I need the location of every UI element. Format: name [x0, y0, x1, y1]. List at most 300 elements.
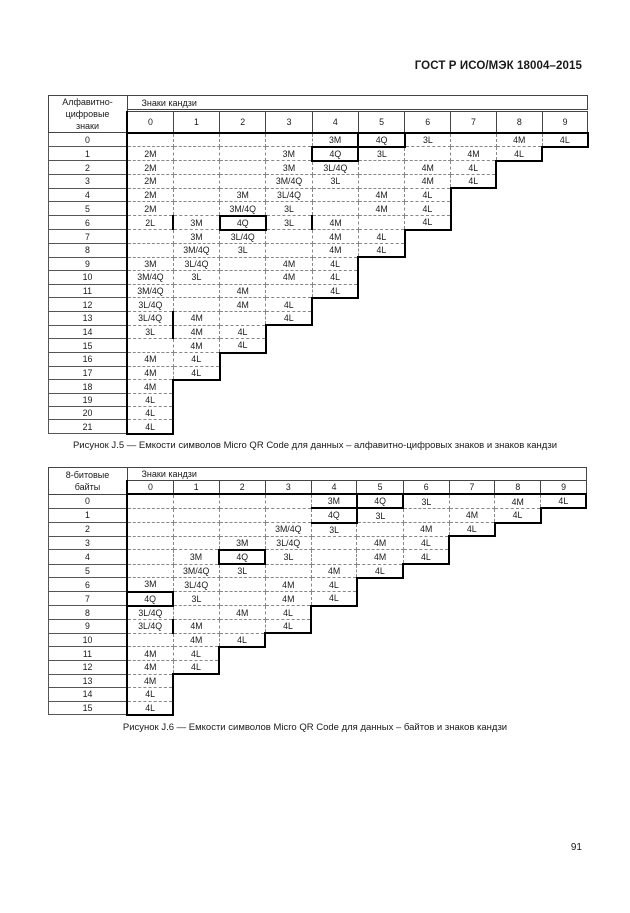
capacity-cell [266, 339, 312, 353]
capacity-cell: 2M [127, 188, 173, 202]
capacity-cell: 4M [127, 660, 173, 674]
capacity-cell [312, 202, 358, 216]
capacity-cell: 3L/4Q [173, 578, 219, 592]
capacity-cell: 4M [127, 674, 173, 688]
table-row [49, 147, 588, 161]
capacity-cell: 4Q [219, 550, 265, 564]
capacity-cell [219, 701, 265, 715]
capacity-cell [312, 420, 358, 434]
table-row [49, 420, 588, 434]
capacity-cell [403, 508, 449, 522]
capacity-cell [451, 216, 497, 230]
capacity-cell: 4M [403, 523, 449, 537]
table-row [49, 339, 588, 353]
capacity-cell [403, 660, 449, 674]
capacity-cell [266, 325, 312, 339]
capacity-cell [220, 420, 266, 434]
column-header: 9 [541, 481, 587, 495]
capacity-cell [542, 366, 588, 380]
table-row [49, 592, 587, 606]
row-label: 10 [49, 271, 128, 284]
capacity-cell [220, 271, 266, 284]
capacity-cell: 3M [312, 133, 358, 147]
capacity-cell [541, 564, 587, 578]
capacity-cell: 4M [358, 202, 404, 216]
table-row [49, 660, 587, 674]
capacity-cell [357, 701, 403, 715]
capacity-cell [358, 353, 404, 367]
capacity-cell [220, 161, 266, 175]
capacity-cell [405, 366, 451, 380]
row-label: 15 [49, 339, 128, 353]
capacity-cell: 3M [173, 230, 219, 244]
capacity-cell: 4L [266, 311, 312, 325]
capacity-cell: 4M [127, 380, 173, 394]
capacity-cell [542, 202, 588, 216]
capacity-cell: 4L [312, 271, 358, 284]
capacity-cell: 4Q [357, 494, 403, 508]
capacity-cell: 4Q [127, 592, 173, 606]
capacity-cell [357, 633, 403, 647]
capacity-cell: 4L [220, 325, 266, 339]
capacity-cell: 3M [219, 536, 265, 550]
capacity-cell [541, 508, 587, 522]
capacity-cell [266, 366, 312, 380]
capacity-cell [403, 701, 449, 715]
row-label: 7 [49, 230, 128, 244]
table-row [49, 311, 588, 325]
capacity-cell: 4M [220, 284, 266, 298]
capacity-cell [173, 202, 219, 216]
capacity-cell [127, 550, 173, 564]
capacity-cell [542, 257, 588, 271]
table-row [49, 216, 588, 230]
capacity-cell [496, 325, 542, 339]
row-label: 8 [49, 244, 128, 258]
capacity-cell: 3L [219, 564, 265, 578]
capacity-cell [312, 311, 358, 325]
capacity-cell [496, 175, 542, 189]
capacity-cell [542, 339, 588, 353]
capacity-cell: 3M [127, 257, 173, 271]
capacity-cell [173, 298, 219, 312]
capacity-cell [265, 674, 311, 688]
column-header: 6 [405, 112, 451, 133]
capacity-cell [358, 339, 404, 353]
capacity-cell: 4L [495, 508, 541, 522]
capacity-cell: 4L [127, 688, 173, 701]
capacity-cell: 4L [358, 244, 404, 258]
capacity-cell [542, 188, 588, 202]
capacity-cell [173, 674, 219, 688]
column-header: 6 [403, 481, 449, 495]
capacity-cell: 4M [127, 647, 173, 661]
capacity-cell [451, 380, 497, 394]
capacity-cell: 4M [451, 147, 497, 161]
capacity-cell [405, 339, 451, 353]
table-row [49, 188, 588, 202]
capacity-cell [495, 688, 541, 701]
row-label: 2 [49, 523, 128, 537]
capacity-cell [127, 633, 173, 647]
capacity-cell [496, 188, 542, 202]
capacity-cell [405, 353, 451, 367]
capacity-cell [403, 647, 449, 661]
row-label: 3 [49, 175, 128, 189]
capacity-cell [542, 216, 588, 230]
capacity-cell: 4L [127, 407, 173, 420]
capacity-cell [451, 420, 497, 434]
capacity-cell [173, 508, 219, 522]
capacity-cell [451, 257, 497, 271]
row-label: 3 [49, 536, 128, 550]
capacity-cell: 4L [403, 550, 449, 564]
capacity-cell: 4M [358, 188, 404, 202]
capacity-cell [358, 271, 404, 284]
capacity-cell [451, 407, 497, 420]
capacity-cell: 4M [312, 230, 358, 244]
capacity-cell [358, 420, 404, 434]
capacity-cell: 3L/4Q [312, 161, 358, 175]
capacity-cell: 2M [127, 175, 173, 189]
capacity-cell: 4M [405, 161, 451, 175]
capacity-cell [449, 619, 495, 633]
capacity-cell [311, 606, 357, 620]
column-header: 4 [311, 481, 357, 495]
capacity-cell [405, 311, 451, 325]
capacity-cell [312, 394, 358, 407]
column-header: 0 [127, 481, 173, 495]
capacity-cell [127, 523, 173, 537]
table-row [49, 230, 588, 244]
row-label: 18 [49, 380, 128, 394]
capacity-cell [496, 353, 542, 367]
column-header: 5 [357, 481, 403, 495]
capacity-cell [220, 366, 266, 380]
capacity-cell: 4M [311, 564, 357, 578]
table-row [49, 564, 587, 578]
capacity-cell: 4L [405, 202, 451, 216]
capacity-cell [542, 311, 588, 325]
capacity-cell [495, 619, 541, 633]
capacity-cell [495, 647, 541, 661]
capacity-cell [449, 606, 495, 620]
capacity-cell [265, 564, 311, 578]
capacity-cell [173, 133, 219, 147]
row-label: 13 [49, 674, 128, 688]
capacity-cell [311, 647, 357, 661]
table-row [49, 508, 587, 522]
table-row [49, 133, 588, 147]
capacity-cell [541, 660, 587, 674]
capacity-cell: 3L/4Q [220, 230, 266, 244]
row-label: 20 [49, 407, 128, 420]
capacity-cell: 3L/4Q [127, 606, 173, 620]
capacity-cell: 4Q [312, 147, 358, 161]
capacity-cell: 4L [405, 188, 451, 202]
capacity-cell [173, 420, 219, 434]
capacity-cell [220, 394, 266, 407]
capacity-cell [127, 133, 173, 147]
row-label: 16 [49, 353, 128, 367]
capacity-cell: 2M [127, 202, 173, 216]
capacity-cell: 4M [312, 216, 358, 230]
row-label: 6 [49, 578, 128, 592]
table-row [49, 161, 588, 175]
capacity-cell [219, 688, 265, 701]
capacity-cell [449, 536, 495, 550]
capacity-cell [219, 660, 265, 674]
capacity-cell [173, 147, 219, 161]
capacity-cell [311, 660, 357, 674]
capacity-cell [403, 578, 449, 592]
capacity-cell [496, 380, 542, 394]
table-row [49, 298, 588, 312]
capacity-cell: 3L/4Q [266, 188, 312, 202]
row-label: 9 [49, 257, 128, 271]
capacity-cell [405, 298, 451, 312]
capacity-cell [219, 619, 265, 633]
capacity-cell [311, 633, 357, 647]
table-row [49, 606, 587, 620]
capacity-cell [542, 380, 588, 394]
capacity-cell [495, 536, 541, 550]
column-header: 5 [358, 112, 404, 133]
capacity-cell [219, 592, 265, 606]
capacity-cell: 4M [219, 606, 265, 620]
capacity-cell [451, 339, 497, 353]
capacity-cell [405, 394, 451, 407]
row-label: 1 [49, 147, 128, 161]
row-label: 10 [49, 633, 128, 647]
capacity-cell: 4M [173, 325, 219, 339]
capacity-cell [266, 407, 312, 420]
capacity-cell [542, 271, 588, 284]
capacity-cell: 4L [173, 353, 219, 367]
capacity-cell: 4M [357, 550, 403, 564]
capacity-cell [496, 284, 542, 298]
capacity-cell: 4L [266, 298, 312, 312]
capacity-cell [541, 550, 587, 564]
capacity-cell: 3M/4Q [265, 523, 311, 537]
capacity-cell [358, 161, 404, 175]
capacity-cell [173, 523, 219, 537]
capacity-cell [542, 284, 588, 298]
capacity-cell [358, 366, 404, 380]
capacity-cell [266, 353, 312, 367]
row-label: 4 [49, 550, 128, 564]
capacity-cell [542, 325, 588, 339]
capacity-cell: 3M [266, 161, 312, 175]
table-row [49, 550, 587, 564]
capacity-cell [541, 619, 587, 633]
capacity-cell [358, 325, 404, 339]
capacity-cell: 4M [265, 592, 311, 606]
capacity-cell [496, 257, 542, 271]
row-label: 4 [49, 188, 128, 202]
capacity-cell [357, 523, 403, 537]
capacity-cell [449, 550, 495, 564]
capacity-cell: 3M [266, 147, 312, 161]
capacity-cell [357, 674, 403, 688]
table-row [49, 366, 588, 380]
capacity-cell [220, 175, 266, 189]
capacity-cell [219, 508, 265, 522]
capacity-cell [312, 325, 358, 339]
capacity-cell [357, 578, 403, 592]
capacity-cell: 4L [311, 592, 357, 606]
capacity-cell [127, 494, 173, 508]
capacity-cell [449, 660, 495, 674]
capacity-cell: 4L [312, 257, 358, 271]
capacity-cell [358, 407, 404, 420]
capacity-cell [219, 578, 265, 592]
capacity-cell [311, 536, 357, 550]
row-label: 15 [49, 701, 128, 715]
capacity-cell: 3L/4Q [265, 536, 311, 550]
capacity-cell [358, 216, 404, 230]
capacity-cell: 4M [266, 257, 312, 271]
capacity-cell [266, 394, 312, 407]
capacity-cell [358, 284, 404, 298]
capacity-cell [311, 619, 357, 633]
column-header: 3 [265, 481, 311, 495]
capacity-cell [496, 244, 542, 258]
capacity-cell: 4L [265, 619, 311, 633]
row-label: 2 [49, 161, 128, 175]
table-row [49, 244, 588, 258]
page-number: 91 [570, 842, 582, 853]
table-row [49, 536, 587, 550]
capacity-cell [265, 701, 311, 715]
capacity-cell: 4L [496, 147, 542, 161]
row-label: 9 [49, 619, 128, 633]
capacity-cell [541, 592, 587, 606]
capacity-cell [403, 606, 449, 620]
capacity-cell [541, 674, 587, 688]
table-row [49, 494, 587, 508]
capacity-cell: 4M [312, 244, 358, 258]
capacity-cell: 4L [451, 175, 497, 189]
capacity-cell [127, 230, 173, 244]
capacity-cell [495, 674, 541, 688]
capacity-cell: 3M/4Q [127, 271, 173, 284]
capacity-cell [451, 284, 497, 298]
capacity-cell [265, 647, 311, 661]
capacity-cell: 3M/4Q [173, 564, 219, 578]
capacity-cell [451, 298, 497, 312]
capacity-cell [266, 420, 312, 434]
capacity-cell: 3L/4Q [127, 311, 173, 325]
capacity-cell [542, 175, 588, 189]
table-row [49, 202, 588, 216]
capacity-cell [357, 619, 403, 633]
column-header: 1 [173, 112, 219, 133]
row-axis-header: 8-битовые байты [49, 468, 128, 495]
capacity-cell [405, 230, 451, 244]
capacity-cell [496, 230, 542, 244]
row-axis-header: Алфавитно- цифровые знаки [49, 96, 128, 133]
column-axis-header: Знаки кандзи [127, 96, 588, 110]
capacity-cell [403, 688, 449, 701]
capacity-cell: 3M [127, 578, 173, 592]
capacity-cell [357, 660, 403, 674]
capacity-cell [173, 394, 219, 407]
capacity-cell: 4L [220, 339, 266, 353]
capacity-cell [173, 284, 219, 298]
capacity-cell: 3M/4Q [127, 284, 173, 298]
capacity-cell [220, 133, 266, 147]
capacity-cell [220, 353, 266, 367]
capacity-cell: 3L/4Q [127, 619, 173, 633]
capacity-cell: 3M [220, 188, 266, 202]
standard-header: ГОСТ Р ИСО/МЭК 18004–2015 [414, 60, 582, 72]
capacity-cell [220, 407, 266, 420]
capacity-cell [495, 660, 541, 674]
capacity-cell [312, 407, 358, 420]
column-header: 1 [173, 481, 219, 495]
table-row [49, 647, 587, 661]
capacity-cell [541, 536, 587, 550]
capacity-cell: 2L [127, 216, 173, 230]
capacity-cell [173, 175, 219, 189]
row-label: 21 [49, 420, 128, 434]
capacity-cell [405, 244, 451, 258]
capacity-cell [495, 523, 541, 537]
capacity-cell [451, 394, 497, 407]
row-label: 13 [49, 311, 128, 325]
capacity-cell [495, 701, 541, 715]
capacity-cell: 4L [451, 161, 497, 175]
capacity-cell [449, 647, 495, 661]
capacity-cell [451, 325, 497, 339]
table-row [49, 578, 587, 592]
capacity-cell [220, 147, 266, 161]
capacity-cell: 4M [127, 366, 173, 380]
capacity-cell [173, 494, 219, 508]
row-label: 5 [49, 564, 128, 578]
capacity-cell [496, 420, 542, 434]
row-label: 19 [49, 394, 128, 407]
capacity-cell [358, 311, 404, 325]
capacity-cell [265, 508, 311, 522]
capacity-cell [403, 633, 449, 647]
capacity-cell [265, 688, 311, 701]
capacity-cell: 4L [358, 230, 404, 244]
column-header: 2 [219, 481, 265, 495]
row-label: 7 [49, 592, 128, 606]
capacity-cell: 4Q [220, 216, 266, 230]
capacity-cell: 4L [127, 420, 173, 434]
capacity-cell [173, 536, 219, 550]
capacity-cell [405, 147, 451, 161]
capacity-cell: 3L [357, 508, 403, 522]
column-header: 9 [542, 112, 588, 133]
capacity-cell [496, 202, 542, 216]
capacity-cell: 3L [311, 523, 357, 537]
column-header: 8 [495, 481, 541, 495]
figure-caption-j5: Рисунок J.5 — Емкости символов Micro QR Code для данных – алфавитно-цифровых знаков и знаков кандзи [72, 440, 558, 451]
capacity-cell [266, 244, 312, 258]
capacity-cell: 3L [312, 175, 358, 189]
capacity-cell [449, 701, 495, 715]
capacity-cell: 4M [405, 175, 451, 189]
capacity-cell [496, 311, 542, 325]
capacity-cell: 4M [495, 494, 541, 508]
figure-caption-j6: Рисунок J.6 — Емкости символов Micro QR Code для данных – байтов и знаков кандзи [122, 722, 508, 733]
capacity-cell [403, 674, 449, 688]
capacity-cell [542, 161, 588, 175]
